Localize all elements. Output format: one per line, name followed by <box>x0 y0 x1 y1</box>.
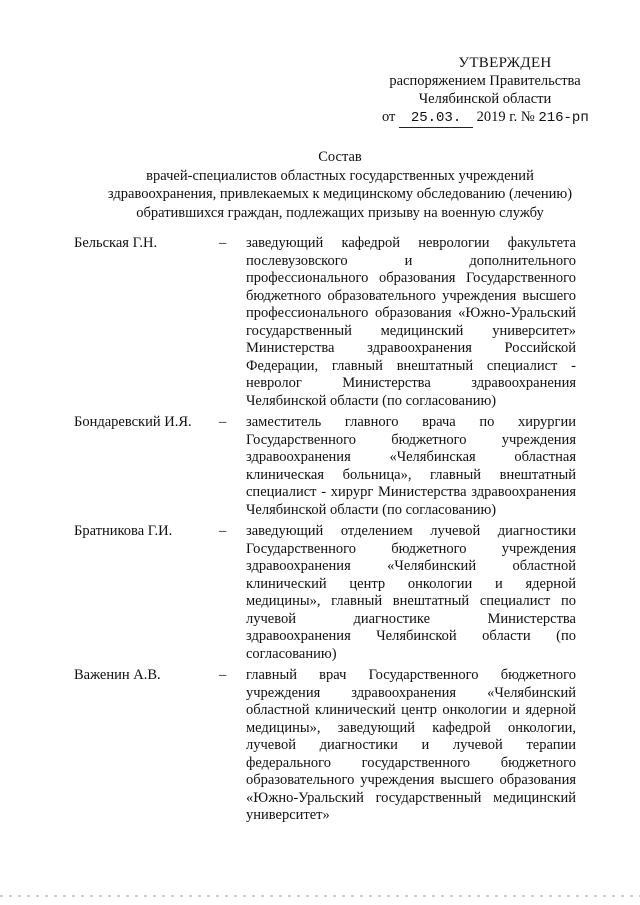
entry-name: Бельская Г.Н. <box>74 235 158 251</box>
entry-name: Братникова Г.И. <box>74 523 173 539</box>
entry-dash: – <box>219 414 227 430</box>
entry-description: главный врач Государственного бюджетного учреждения здравоохранения «Челябинский областной клинический центр онкологии и ядерной медицины», заведующий кафедрой онкологии, лучевой диагностики и лучевой терапии федерального государственного бюджетного образовательного учреждения высшего образования «Южно-Уральский государственный медицинский университет» <box>246 667 576 823</box>
list-item <box>74 235 580 410</box>
heading-title: Состав <box>318 149 362 165</box>
list-item <box>74 523 580 663</box>
list-item <box>74 414 580 519</box>
list-item <box>74 667 580 825</box>
document-heading <box>60 148 620 222</box>
entry-dash: – <box>219 235 227 251</box>
approval-line-1: распоряжением Правительства <box>389 73 581 89</box>
approval-date-line <box>370 108 600 128</box>
entry-description: заведующий отделением лучевой диагностики Государственного бюджетного учреждения здравоохранения «Челябинский областной клинический центр онкологии и ядерной медицины», главный внештатный специалист по лучевой диагностике Министерства здравоохранения Челябинской области (по согласованию) <box>246 523 576 662</box>
approval-line-2: Челябинской области <box>418 91 552 107</box>
date-prefix: от <box>382 109 396 125</box>
specialist-list <box>74 235 580 829</box>
entry-name: Важенин А.В. <box>74 667 161 683</box>
approval-block <box>370 54 600 128</box>
entry-dash: – <box>219 667 227 683</box>
heading-line-2: здравоохранения, привлекаемых к медицинскому обследованию (лечению) <box>107 186 573 202</box>
approval-title: УТВЕРЖДЕН <box>458 55 552 71</box>
heading-line-1: врачей-специалистов областных государственных учреждений <box>146 167 534 184</box>
approval-number: 216-рп <box>538 110 589 126</box>
heading-line-3: обратившихся граждан, подлежащих призыву на военную службу <box>136 204 544 221</box>
year-text: 2019 г. № <box>476 109 535 125</box>
approval-date: 25.03. <box>399 109 473 128</box>
entry-description: заместитель главного врача по хирургии Государственного бюджетного учреждения здравоохранения «Челябинская областная клиническая больница», главный внештатный специалист - хирург Министерства здравоохранения Челябинской области (по согласованию) <box>246 414 576 518</box>
entry-name: Бондаревский И.Я. <box>74 414 192 430</box>
scan-artifact <box>0 895 640 897</box>
entry-description: заведующий кафедрой неврологии факультета послевузовского и дополнительного профессионального образования Государственного бюджетного образовательного учреждения высшего профессионального образования «Южно-Уральский государственный медицинский университет» Министерства здравоохранения Российской Федерации, главный внештатный специалист - невролог Министерства здравоохранения Челябинской области (по согласованию) <box>246 235 576 409</box>
entry-dash: – <box>219 523 227 539</box>
